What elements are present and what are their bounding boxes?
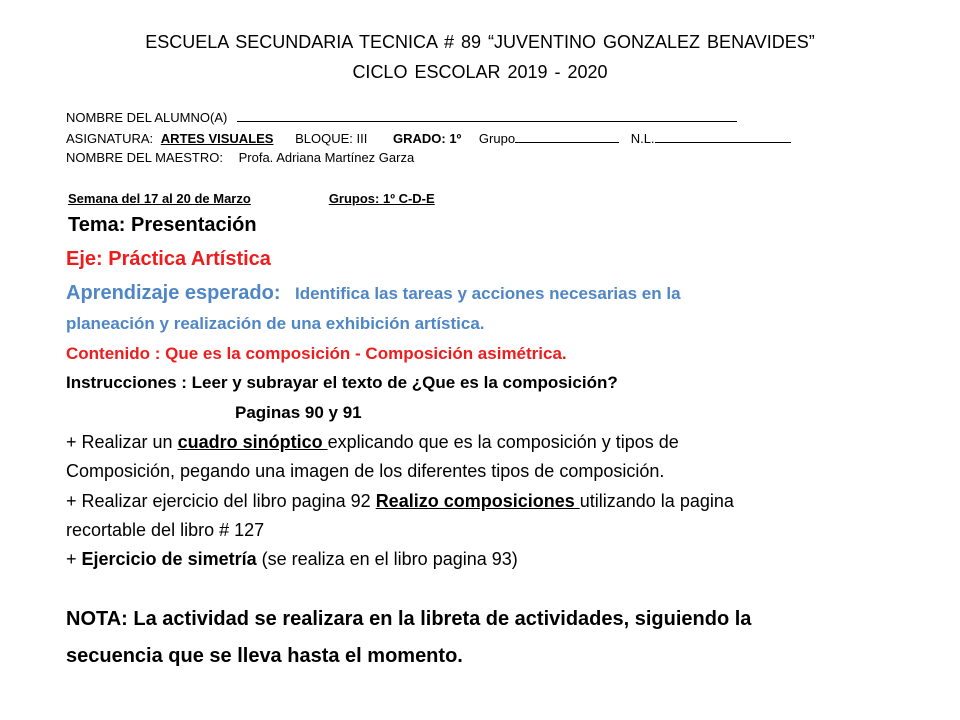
nl-blank: [655, 130, 791, 143]
step-1-line-1: [66, 432, 679, 453]
nota-line-1: NOTA: La actividad se realizara en la libreta de actividades, siguiendo la: [66, 608, 752, 630]
step-1-suffix: explicando que es la composición y tipos de: [327, 432, 679, 452]
group-blank: [515, 130, 619, 143]
step-3-prefix: +: [66, 549, 82, 569]
aprendizaje-label: Aprendizaje esperado:: [66, 282, 281, 304]
step-2-prefix: + Realizar ejercicio del libro pagina 92: [66, 491, 376, 511]
subject-row: [66, 130, 791, 146]
block-label: BLOQUE: III: [295, 131, 368, 146]
school-title: ESCUELA SECUNDARIA TECNICA # 89 “JUVENTINO GONZALEZ BENAVIDES”: [145, 32, 815, 52]
eje-heading: Eje: Práctica Artística: [66, 248, 271, 270]
instrucciones-line: Instrucciones : Leer y subrayar el texto de ¿Que es la composición?: [66, 373, 618, 392]
week-text: Semana del 17 al 20 de Marzo: [68, 191, 251, 206]
step-3-highlight: Ejercicio de simetría: [81, 549, 257, 569]
step-3-line: [66, 549, 518, 570]
tema-heading: Tema: Presentación: [68, 214, 257, 236]
aprendizaje-text-2: planeación y realización de una exhibición artística.: [66, 314, 485, 333]
step-1-highlight: cuadro sinóptico: [177, 432, 328, 452]
school-cycle: CICLO ESCOLAR 2019 - 2020: [352, 62, 608, 82]
subject-label: ASIGNATURA:: [66, 131, 154, 146]
aprendizaje-row: [66, 282, 681, 305]
subject-value: ARTES VISUALES: [160, 131, 274, 146]
student-name-blank: [237, 109, 737, 122]
nl-label: N.L.: [630, 131, 655, 146]
step-2-suffix: utilizando la pagina: [579, 491, 734, 511]
teacher-value: Profa. Adriana Martínez Garza: [238, 150, 415, 165]
step-1-line-2: Composición, pegando una imagen de los diferentes tipos de composición.: [66, 461, 665, 481]
groups-text: Grupos: 1º C-D-E: [328, 191, 435, 206]
nota-line-2: secuencia que se lleva hasta el momento.: [66, 645, 463, 667]
week-row: [68, 191, 435, 206]
paginas-line: Paginas 90 y 91: [235, 403, 362, 422]
step-3-suffix: (se realiza en el libro pagina 93): [256, 549, 518, 569]
teacher-row: [66, 150, 414, 165]
step-1-prefix: + Realizar un: [66, 432, 178, 452]
contenido-line: Contenido : Que es la composición - Composición asimétrica.: [66, 344, 567, 363]
step-2-line-2: recortable del libro # 127: [66, 520, 265, 540]
student-name-label: NOMBRE DEL ALUMNO(A): [66, 110, 228, 125]
step-2-line-1: [66, 491, 734, 512]
teacher-label: NOMBRE DEL MAESTRO:: [66, 150, 223, 165]
group-label: Grupo: [478, 131, 516, 146]
aprendizaje-text-1: Identifica las tareas y acciones necesarias en la: [294, 284, 681, 303]
grade-label: GRADO: 1º: [392, 131, 462, 146]
step-2-highlight: Realizo composiciones: [375, 491, 580, 511]
student-name-row: [66, 109, 737, 125]
